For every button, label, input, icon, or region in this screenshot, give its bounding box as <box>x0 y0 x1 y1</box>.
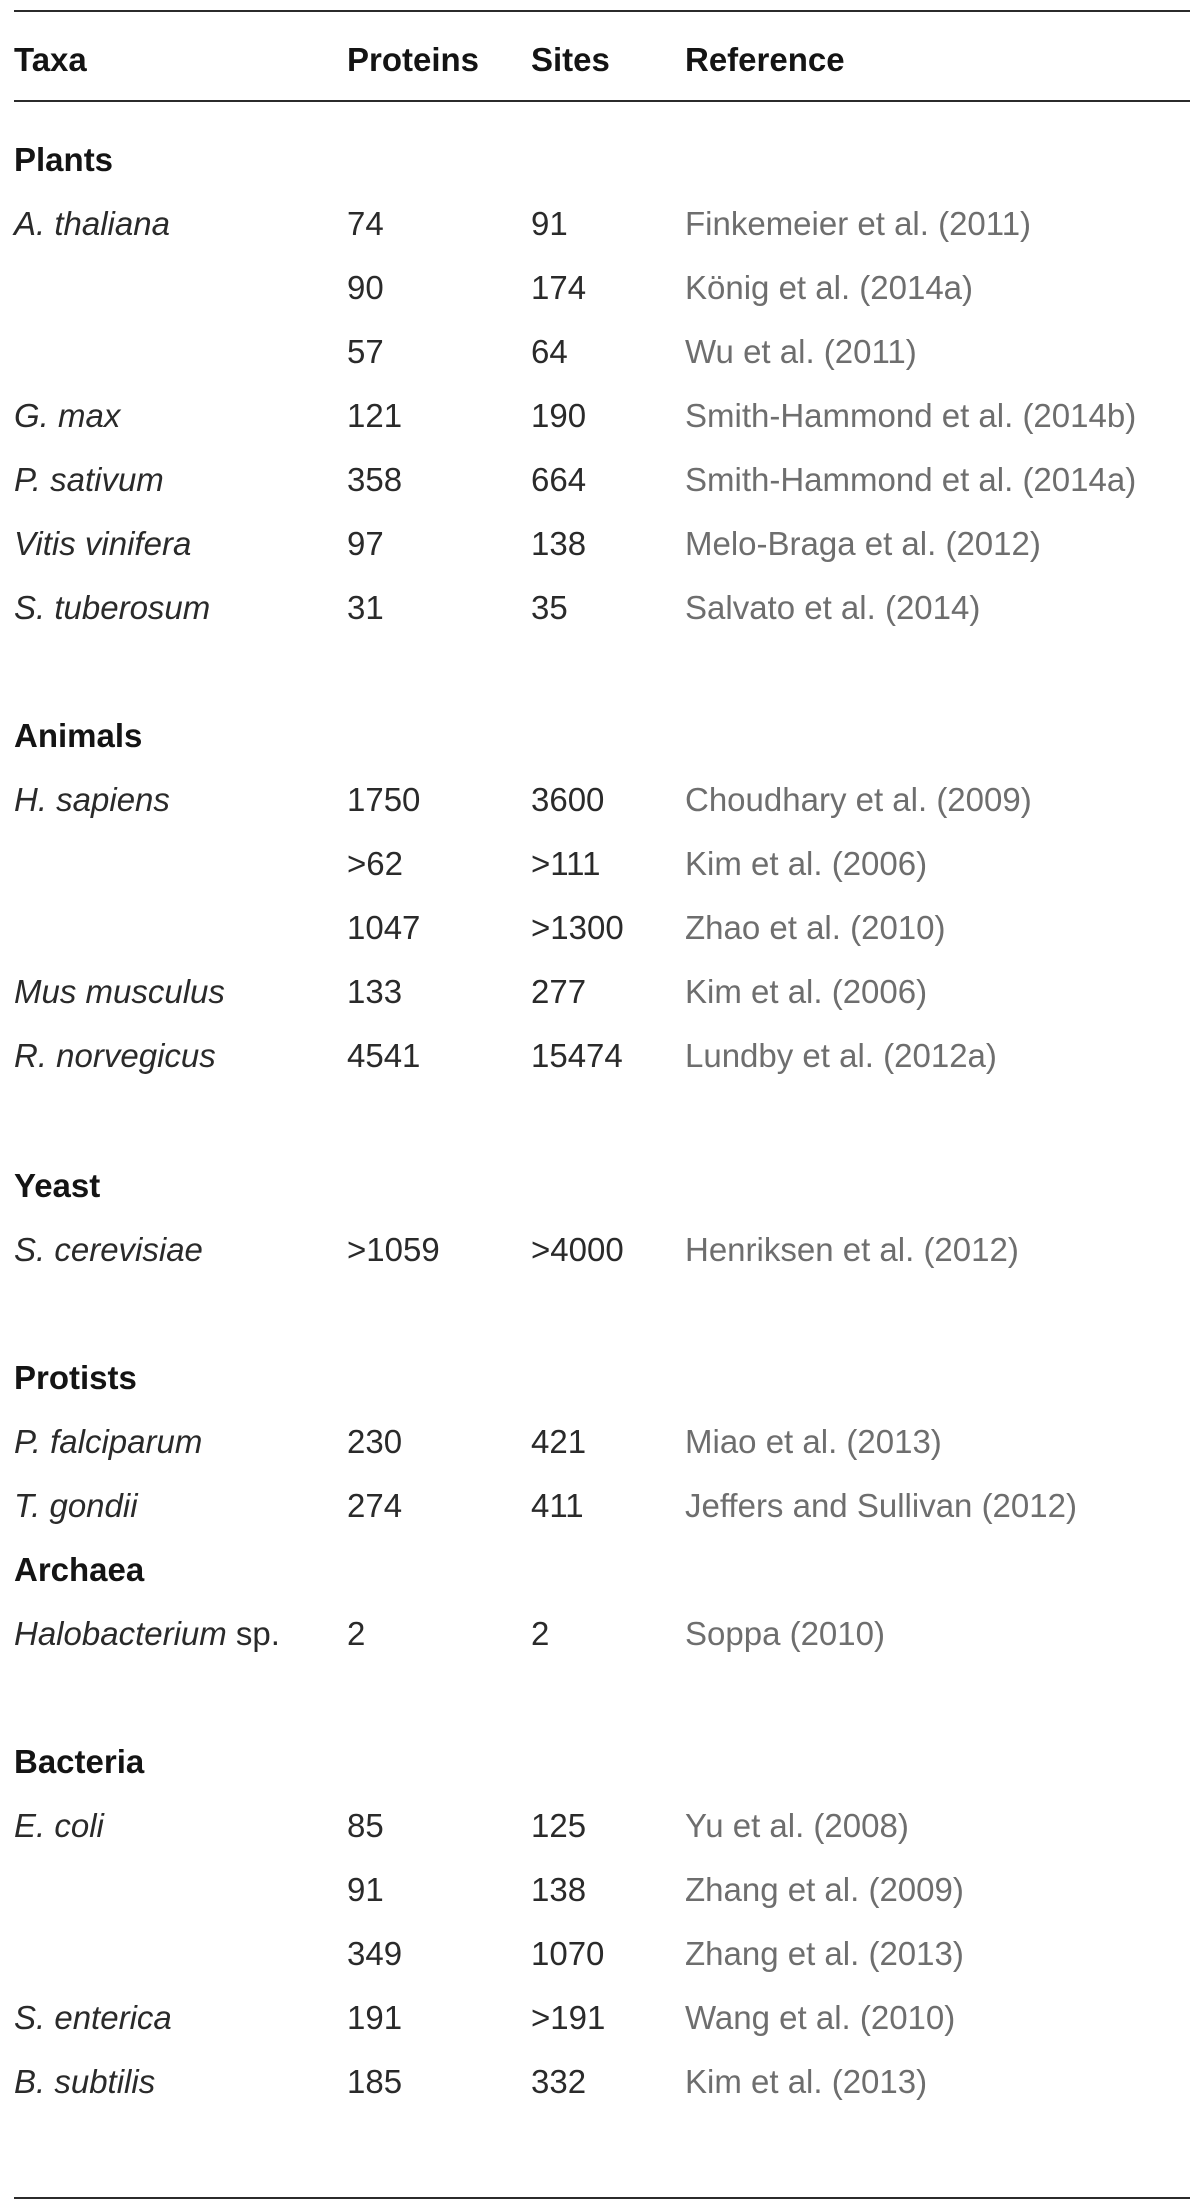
sites-cell: 1070 <box>531 1935 605 1972</box>
header-reference: Reference <box>685 41 845 78</box>
taxon-cell <box>14 972 225 1012</box>
proteins-cell: 90 <box>347 269 384 306</box>
reference-cell: Kim et al. (2006) <box>685 973 928 1010</box>
taxon-name: S. cerevisiae <box>14 1231 203 1268</box>
proteins-cell: 57 <box>347 333 384 370</box>
sites-cell: 91 <box>531 205 568 242</box>
sites-cell: 138 <box>531 525 587 562</box>
reference-cell: Salvato et al. (2014) <box>685 589 981 626</box>
proteins-cell: 97 <box>347 525 384 562</box>
taxon-name: Halobacterium <box>14 1615 227 1652</box>
sites-cell: 332 <box>531 2063 587 2100</box>
taxon-name: S. tuberosum <box>14 589 211 626</box>
sites-cell: 411 <box>531 1487 584 1524</box>
proteins-cell: 1047 <box>347 909 421 946</box>
taxon-cell <box>14 396 120 436</box>
sites-cell: 15474 <box>531 1037 623 1074</box>
proteins-cell: 185 <box>347 2063 403 2100</box>
taxon-name: P. falciparum <box>14 1423 203 1460</box>
proteins-cell: 31 <box>347 589 384 626</box>
taxon-name: T. gondii <box>14 1487 138 1524</box>
taxon-suffix: sp. <box>226 1615 280 1652</box>
proteins-cell: 121 <box>347 397 403 434</box>
reference-cell: Zhang et al. (2013) <box>685 1935 964 1972</box>
sites-cell: >1300 <box>531 909 624 946</box>
taxon-name: H. sapiens <box>14 781 170 818</box>
taxon-name: R. norvegicus <box>14 1037 216 1074</box>
taxon-cell <box>14 2062 155 2102</box>
sites-cell: 421 <box>531 1423 587 1460</box>
reference-cell: Henriksen et al. (2012) <box>685 1231 1019 1268</box>
sites-cell: 35 <box>531 589 568 626</box>
sites-cell: >191 <box>531 1999 606 2036</box>
table-header-rule <box>14 100 1190 102</box>
sites-cell: 125 <box>531 1807 587 1844</box>
taxon-cell <box>14 1614 280 1654</box>
proteins-cell: 133 <box>347 973 403 1010</box>
proteins-cell: >1059 <box>347 1231 440 1268</box>
sites-cell: 174 <box>531 269 587 306</box>
proteins-cell: 191 <box>347 1999 403 2036</box>
proteins-cell: 85 <box>347 1807 384 1844</box>
taxon-name: P. sativum <box>14 461 164 498</box>
taxon-name: Mus musculus <box>14 973 225 1010</box>
sites-cell: 277 <box>531 973 587 1010</box>
taxon-name: B. subtilis <box>14 2063 156 2100</box>
sites-cell: 64 <box>531 333 568 370</box>
taxon-cell <box>14 1036 216 1076</box>
proteins-cell: 91 <box>347 1871 384 1908</box>
taxon-cell <box>14 460 164 500</box>
reference-cell: Melo-Braga et al. (2012) <box>685 525 1041 562</box>
proteins-cell: 4541 <box>347 1037 421 1074</box>
table-top-rule <box>14 10 1190 12</box>
sites-cell: 664 <box>531 461 587 498</box>
reference-cell: Zhao et al. (2010) <box>685 909 946 946</box>
group-heading: Bacteria <box>14 1743 145 1780</box>
reference-cell: König et al. (2014a) <box>685 269 974 306</box>
taxon-cell <box>14 1230 203 1270</box>
header-taxa: Taxa <box>14 41 87 78</box>
proteins-cell: 1750 <box>347 781 421 818</box>
reference-cell: Choudhary et al. (2009) <box>685 781 1032 818</box>
sites-cell: 2 <box>531 1615 550 1652</box>
reference-cell: Wu et al. (2011) <box>685 333 917 370</box>
proteins-cell: >62 <box>347 845 403 882</box>
sites-cell: 190 <box>531 397 587 434</box>
group-heading: Archaea <box>14 1551 145 1588</box>
reference-cell: Smith-Hammond et al. (2014b) <box>685 397 1137 434</box>
reference-cell: Soppa (2010) <box>685 1615 885 1652</box>
taxon-cell <box>14 524 191 564</box>
sites-cell: 3600 <box>531 781 605 818</box>
taxon-cell <box>14 1486 138 1526</box>
taxon-cell <box>14 1806 104 1846</box>
table-bottom-rule <box>14 2197 1190 2199</box>
reference-cell: Kim et al. (2013) <box>685 2063 928 2100</box>
taxon-cell <box>14 1998 172 2038</box>
taxon-cell <box>14 204 170 244</box>
reference-cell: Kim et al. (2006) <box>685 845 928 882</box>
sites-cell: >111 <box>531 845 601 882</box>
proteins-cell: 358 <box>347 461 403 498</box>
proteins-cell: 230 <box>347 1423 403 1460</box>
proteins-cell: 74 <box>347 205 384 242</box>
taxon-name: G. max <box>14 397 121 434</box>
group-heading: Plants <box>14 141 114 178</box>
taxon-cell <box>14 1422 202 1462</box>
reference-cell: Miao et al. (2013) <box>685 1423 942 1460</box>
reference-cell: Finkemeier et al. (2011) <box>685 205 1032 242</box>
taxon-cell <box>14 588 210 628</box>
reference-cell: Zhang et al. (2009) <box>685 1871 964 1908</box>
reference-cell: Lundby et al. (2012a) <box>685 1037 997 1074</box>
proteins-cell: 2 <box>347 1615 366 1652</box>
group-heading: Yeast <box>14 1167 101 1204</box>
group-heading: Animals <box>14 717 143 754</box>
sites-cell: 138 <box>531 1871 587 1908</box>
taxon-name: A. thaliana <box>14 205 170 242</box>
proteins-cell: 349 <box>347 1935 403 1972</box>
reference-cell: Yu et al. (2008) <box>685 1807 909 1844</box>
proteins-cell: 274 <box>347 1487 403 1524</box>
reference-cell: Jeffers and Sullivan (2012) <box>685 1487 1077 1524</box>
taxon-cell <box>14 780 170 820</box>
header-proteins: Proteins <box>347 41 480 78</box>
taxon-name: S. enterica <box>14 1999 172 2036</box>
reference-cell: Smith-Hammond et al. (2014a) <box>685 461 1137 498</box>
taxon-name: Vitis vinifera <box>14 525 192 562</box>
reference-cell: Wang et al. (2010) <box>685 1999 956 2036</box>
taxon-name: E. coli <box>14 1807 104 1844</box>
sites-cell: >4000 <box>531 1231 624 1268</box>
header-sites: Sites <box>531 41 610 78</box>
group-heading: Protists <box>14 1359 137 1396</box>
